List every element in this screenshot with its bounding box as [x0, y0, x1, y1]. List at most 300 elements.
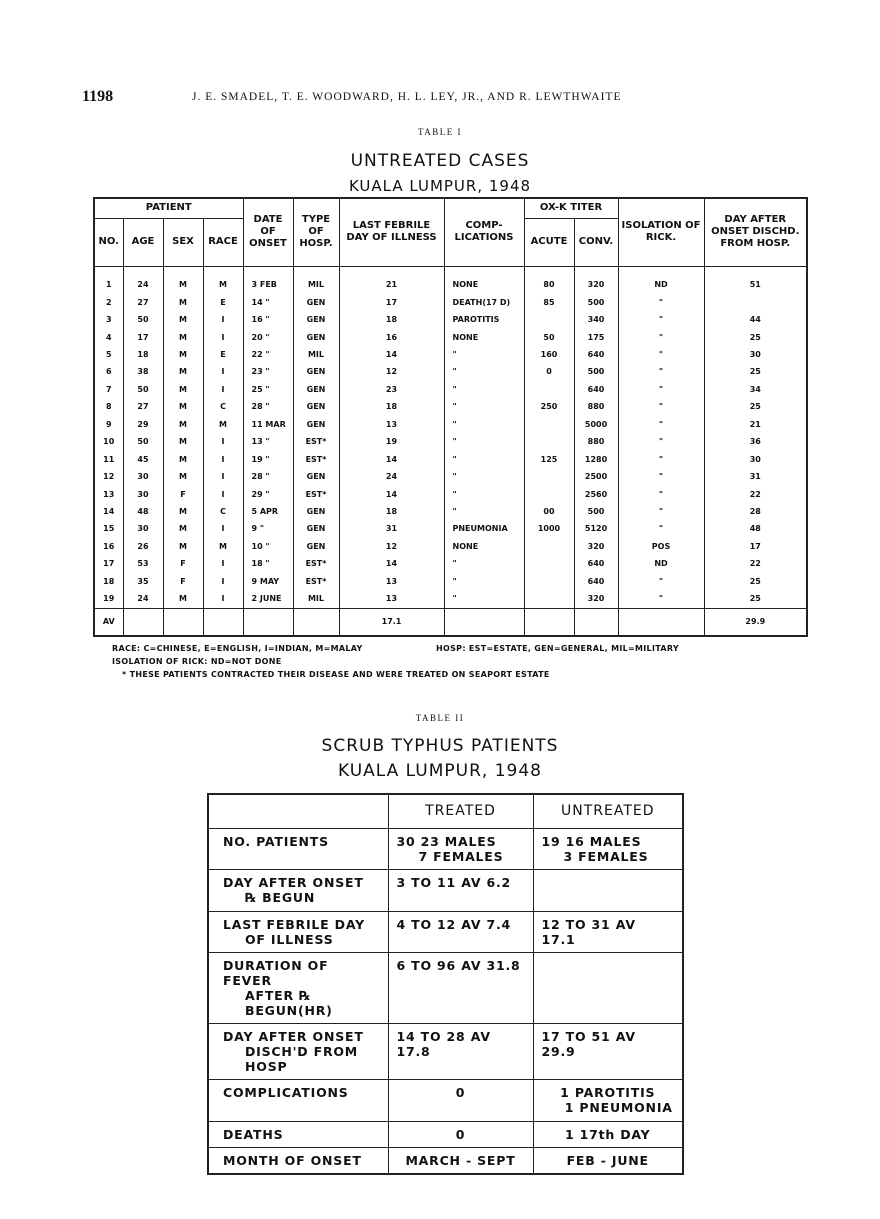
footnote-race: RACE: C=CHINESE, E=ENGLISH, I=INDIAN, M=MALAY — [112, 644, 363, 653]
cell-type-of-hosp: GEN — [293, 329, 339, 346]
cell-isolation: " — [618, 521, 704, 538]
cell-day-after: 25 — [704, 399, 807, 416]
cell-last-febrile: 16 — [339, 329, 444, 346]
table-row — [208, 828, 683, 869]
cell-age: 24 — [123, 590, 163, 608]
table1-title: UNTREATED CASES — [350, 151, 530, 171]
cell-sex: M — [163, 434, 203, 451]
footnote-isolation: ISOLATION OF RICK: ND=NOT DONE — [112, 657, 282, 666]
cell-label — [208, 1023, 388, 1079]
cell-day-after: 31 — [704, 468, 807, 485]
cell-line: DAY AFTER ONSET — [223, 1028, 364, 1044]
cell-last-febrile: 13 — [339, 590, 444, 608]
header-date-of-onset: DATE OF ONSET — [243, 198, 293, 266]
cell-date-of-onset: 22 " — [243, 346, 293, 363]
cell-complications: NONE — [444, 538, 524, 555]
cell-acute — [524, 381, 574, 398]
cell-isolation: " — [618, 503, 704, 520]
cell-day-after: 22 — [704, 556, 807, 573]
cell-last-febrile: 18 — [339, 399, 444, 416]
cell-acute — [524, 573, 574, 590]
cell-age: 50 — [123, 311, 163, 328]
cell-untreated — [533, 1147, 683, 1174]
cell-line: COMPLICATIONS — [223, 1084, 349, 1100]
cell-line: 0 — [455, 1084, 466, 1100]
cell-isolation: " — [618, 416, 704, 433]
cell-age: 27 — [123, 294, 163, 311]
cell-untreated — [533, 1023, 683, 1079]
cell-acute: 80 — [524, 277, 574, 294]
cell-isolation: ND — [618, 556, 704, 573]
cell-complications: " — [444, 468, 524, 485]
cell-label — [208, 1079, 388, 1121]
cell-line: OF ILLNESS — [245, 931, 334, 947]
cell-acute: 50 — [524, 329, 574, 346]
cell-date-of-onset: 13 " — [243, 434, 293, 451]
cell-race: I — [203, 573, 243, 590]
cell-date-of-onset: 2 JUNE — [243, 590, 293, 608]
cell-sex: M — [163, 590, 203, 608]
cell-isolation: " — [618, 364, 704, 381]
cell-race: M — [203, 538, 243, 555]
cell-day-after: 22 — [704, 486, 807, 503]
cell-label — [208, 828, 388, 869]
cell-race: E — [203, 294, 243, 311]
cell-conv: 640 — [574, 556, 618, 573]
cell-age: 30 — [123, 486, 163, 503]
cell-line: 30 23 MALES — [396, 833, 497, 849]
cell-last-febrile: 17 — [339, 294, 444, 311]
cell-age: 53 — [123, 556, 163, 573]
cell-acute — [524, 486, 574, 503]
header-untreated: UNTREATED — [533, 794, 683, 828]
cell-sex: F — [163, 486, 203, 503]
table-row — [94, 486, 807, 503]
cell-day-after: 25 — [704, 364, 807, 381]
table-row — [94, 451, 807, 468]
cell-no: 13 — [94, 486, 123, 503]
cell-acute: 160 — [524, 346, 574, 363]
table-row — [208, 1079, 683, 1121]
cell-line: 14 TO 28 AV 17.8 — [396, 1028, 491, 1059]
cell-type-of-hosp: GEN — [293, 364, 339, 381]
cell-date-of-onset: 28 " — [243, 399, 293, 416]
cell-day-after: 25 — [704, 573, 807, 590]
table-row — [94, 416, 807, 433]
cell-acute: 0 — [524, 364, 574, 381]
cell-date-of-onset: 5 APR — [243, 503, 293, 520]
cell-day-after: 25 — [704, 590, 807, 608]
cell-sex: M — [163, 399, 203, 416]
cell-sex: M — [163, 364, 203, 381]
table-row — [94, 556, 807, 573]
scrub-typhus-table — [207, 793, 684, 1175]
cell-line: 19 16 MALES — [541, 833, 642, 849]
cell-date-of-onset: 29 " — [243, 486, 293, 503]
cell-complications: " — [444, 381, 524, 398]
cell-line: NO. PATIENTS — [223, 833, 329, 849]
cell-complications: " — [444, 486, 524, 503]
cell-age: 27 — [123, 399, 163, 416]
header-patient: PATIENT — [94, 198, 243, 218]
cell-conv: 320 — [574, 277, 618, 294]
cell-complications: " — [444, 399, 524, 416]
average-label: AV — [94, 609, 123, 637]
cell-race: I — [203, 364, 243, 381]
cell-no: 12 — [94, 468, 123, 485]
cell-day-after: 51 — [704, 277, 807, 294]
cell-conv: 320 — [574, 590, 618, 608]
table-row — [94, 538, 807, 555]
cell-isolation: " — [618, 434, 704, 451]
header-treated: TREATED — [388, 794, 533, 828]
cell-no: 15 — [94, 521, 123, 538]
cell-age: 50 — [123, 381, 163, 398]
cell-acute — [524, 590, 574, 608]
cell-no: 17 — [94, 556, 123, 573]
cell-untreated — [533, 828, 683, 869]
cell-sex: M — [163, 311, 203, 328]
cell-acute — [524, 468, 574, 485]
cell-date-of-onset: 28 " — [243, 468, 293, 485]
cell-no: 18 — [94, 573, 123, 590]
cell-conv: 500 — [574, 503, 618, 520]
cell-complications: DEATH(17 D) — [444, 294, 524, 311]
header-complications: COMP-LICATIONS — [444, 198, 524, 266]
cell-age: 30 — [123, 468, 163, 485]
cell-type-of-hosp: GEN — [293, 311, 339, 328]
cell-complications: " — [444, 364, 524, 381]
cell-line: DISCH'D FROM HOSP — [245, 1043, 359, 1074]
table-row — [94, 399, 807, 416]
table-row — [208, 952, 683, 1023]
cell-isolation: " — [618, 468, 704, 485]
cell-line: 7 FEMALES — [418, 848, 504, 864]
cell-sex: F — [163, 556, 203, 573]
cell-age: 38 — [123, 364, 163, 381]
table-row — [208, 1023, 683, 1079]
cell-age: 30 — [123, 521, 163, 538]
table-row — [94, 468, 807, 485]
cell-race: I — [203, 329, 243, 346]
cell-date-of-onset: 18 " — [243, 556, 293, 573]
header-sex: SEX — [163, 218, 203, 266]
cell-conv: 640 — [574, 573, 618, 590]
cell-sex: M — [163, 538, 203, 555]
header-type-of-hosp: TYPE OF HOSP. — [293, 198, 339, 266]
cell-type-of-hosp: EST* — [293, 573, 339, 590]
cell-last-febrile: 23 — [339, 381, 444, 398]
cell-date-of-onset: 16 " — [243, 311, 293, 328]
cell-complications: " — [444, 434, 524, 451]
cell-line: DURATION OF FEVER — [223, 957, 329, 988]
cell-isolation: POS — [618, 538, 704, 555]
cell-age: 17 — [123, 329, 163, 346]
cell-type-of-hosp: MIL — [293, 590, 339, 608]
cell-race: M — [203, 277, 243, 294]
cell-conv: 2500 — [574, 468, 618, 485]
cell-acute — [524, 556, 574, 573]
cell-complications: " — [444, 503, 524, 520]
average-row — [94, 609, 807, 637]
cell-line: DAY AFTER ONSET — [223, 874, 364, 890]
cell-type-of-hosp: GEN — [293, 399, 339, 416]
cell-no: 19 — [94, 590, 123, 608]
cell-last-febrile: 21 — [339, 277, 444, 294]
cell-treated — [388, 1121, 533, 1147]
cell-complications: " — [444, 346, 524, 363]
cell-race: I — [203, 468, 243, 485]
cell-treated — [388, 1079, 533, 1121]
cell-race: I — [203, 434, 243, 451]
cell-isolation: " — [618, 381, 704, 398]
footnote-asterisk: * THESE PATIENTS CONTRACTED THEIR DISEASE AND WERE TREATED ON SEAPORT ESTATE — [122, 670, 550, 679]
cell-race: I — [203, 451, 243, 468]
cell-date-of-onset: 3 FEB — [243, 277, 293, 294]
cell-no: 4 — [94, 329, 123, 346]
header-age: AGE — [123, 218, 163, 266]
table-row — [208, 1121, 683, 1147]
cell-age: 24 — [123, 277, 163, 294]
cell-line: 0 — [455, 1126, 466, 1142]
cell-day-after: 17 — [704, 538, 807, 555]
cell-sex: M — [163, 346, 203, 363]
cell-label — [208, 1121, 388, 1147]
cell-line: 3 TO 11 AV 6.2 — [396, 874, 511, 890]
cell-race: C — [203, 503, 243, 520]
cell-type-of-hosp: EST* — [293, 556, 339, 573]
cell-complications: NONE — [444, 277, 524, 294]
cell-isolation: " — [618, 590, 704, 608]
cell-day-after — [704, 294, 807, 311]
cell-untreated — [533, 1121, 683, 1147]
cell-line: 17 TO 51 AV 29.9 — [541, 1028, 636, 1059]
cell-day-after: 36 — [704, 434, 807, 451]
table-row — [208, 911, 683, 952]
cell-race: I — [203, 556, 243, 573]
cell-age: 29 — [123, 416, 163, 433]
cell-no: 6 — [94, 364, 123, 381]
cell-type-of-hosp: EST* — [293, 434, 339, 451]
cell-day-after: 44 — [704, 311, 807, 328]
cell-race: I — [203, 381, 243, 398]
table-row — [208, 1147, 683, 1174]
cell-isolation: " — [618, 311, 704, 328]
cell-date-of-onset: 20 " — [243, 329, 293, 346]
cell-last-febrile: 12 — [339, 538, 444, 555]
cell-last-febrile: 31 — [339, 521, 444, 538]
cell-no: 10 — [94, 434, 123, 451]
cell-type-of-hosp: MIL — [293, 346, 339, 363]
cell-type-of-hosp: EST* — [293, 486, 339, 503]
cell-treated — [388, 828, 533, 869]
cell-type-of-hosp: GEN — [293, 416, 339, 433]
cell-line: ℞ BEGUN — [245, 889, 316, 905]
cell-type-of-hosp: GEN — [293, 468, 339, 485]
cell-date-of-onset: 9 MAY — [243, 573, 293, 590]
cell-last-febrile: 19 — [339, 434, 444, 451]
cell-race: I — [203, 486, 243, 503]
cell-day-after: 28 — [704, 503, 807, 520]
cell-acute: 125 — [524, 451, 574, 468]
cell-last-febrile: 13 — [339, 416, 444, 433]
cell-age: 18 — [123, 346, 163, 363]
cell-day-after: 48 — [704, 521, 807, 538]
cell-treated — [388, 1147, 533, 1174]
table-row — [94, 277, 807, 294]
header-oxk-titer: OX-K TITER — [524, 198, 618, 218]
cell-acute — [524, 538, 574, 555]
cell-conv: 640 — [574, 381, 618, 398]
cell-last-febrile: 14 — [339, 556, 444, 573]
cell-sex: M — [163, 294, 203, 311]
cell-sex: M — [163, 451, 203, 468]
table-row — [94, 346, 807, 363]
cell-type-of-hosp: EST* — [293, 451, 339, 468]
cell-sex: F — [163, 573, 203, 590]
cell-isolation: " — [618, 451, 704, 468]
table2-subtitle: KUALA LUMPUR, 1948 — [338, 761, 542, 781]
cell-label — [208, 952, 388, 1023]
cell-isolation: " — [618, 329, 704, 346]
page-number: 1198 — [82, 88, 114, 105]
header-acute: ACUTE — [524, 218, 574, 266]
cell-age: 48 — [123, 503, 163, 520]
cell-label — [208, 1147, 388, 1174]
cell-day-after: 30 — [704, 451, 807, 468]
cell-treated — [388, 952, 533, 1023]
cell-complications: PAROTITIS — [444, 311, 524, 328]
cell-line: 6 TO 96 AV 31.8 — [396, 957, 521, 973]
cell-complications: " — [444, 416, 524, 433]
cell-last-febrile: 14 — [339, 346, 444, 363]
cell-conv: 2560 — [574, 486, 618, 503]
cell-type-of-hosp: GEN — [293, 538, 339, 555]
cell-date-of-onset: 9 " — [243, 521, 293, 538]
cell-conv: 340 — [574, 311, 618, 328]
cell-date-of-onset: 14 " — [243, 294, 293, 311]
cell-conv: 500 — [574, 294, 618, 311]
footnote-hosp: HOSP: EST=ESTATE, GEN=GENERAL, MIL=MILITARY — [436, 644, 679, 653]
cell-line: 3 FEMALES — [563, 848, 649, 864]
cell-age: 35 — [123, 573, 163, 590]
cell-date-of-onset: 25 " — [243, 381, 293, 398]
cell-line: 1 PAROTITIS — [560, 1084, 656, 1100]
cell-sex: M — [163, 503, 203, 520]
cell-acute: 85 — [524, 294, 574, 311]
cell-day-after: 30 — [704, 346, 807, 363]
cell-treated — [388, 869, 533, 911]
cell-last-febrile: 24 — [339, 468, 444, 485]
cell-last-febrile: 18 — [339, 503, 444, 520]
cell-sex: M — [163, 329, 203, 346]
cell-day-after: 25 — [704, 329, 807, 346]
cell-last-febrile: 13 — [339, 573, 444, 590]
cell-acute: 00 — [524, 503, 574, 520]
cell-complications: " — [444, 573, 524, 590]
cell-last-febrile: 14 — [339, 486, 444, 503]
cell-untreated — [533, 911, 683, 952]
cell-race: C — [203, 399, 243, 416]
header-blank — [208, 794, 388, 828]
cell-conv: 320 — [574, 538, 618, 555]
cell-complications: PNEUMONIA — [444, 521, 524, 538]
cell-line: MARCH - SEPT — [405, 1152, 516, 1168]
cell-day-after: 21 — [704, 416, 807, 433]
cell-no: 11 — [94, 451, 123, 468]
cell-type-of-hosp: MIL — [293, 277, 339, 294]
table1-subtitle: KUALA LUMPUR, 1948 — [348, 177, 532, 195]
header-no: NO. — [94, 218, 123, 266]
cell-no: 5 — [94, 346, 123, 363]
cell-no: 1 — [94, 277, 123, 294]
cell-race: M — [203, 416, 243, 433]
table-row — [208, 869, 683, 911]
cell-isolation: " — [618, 573, 704, 590]
cell-line: MONTH OF ONSET — [223, 1152, 362, 1168]
cell-isolation: " — [618, 399, 704, 416]
table-row — [94, 521, 807, 538]
cell-isolation: " — [618, 486, 704, 503]
cell-line: 1 PNEUMONIA — [564, 1099, 673, 1115]
running-head-authors: J. E. SMADEL, T. E. WOODWARD, H. L. LEY, JR., AND R. LEWTHWAITE — [192, 91, 622, 103]
cell-race: E — [203, 346, 243, 363]
cell-type-of-hosp: GEN — [293, 381, 339, 398]
cell-complications: " — [444, 556, 524, 573]
cell-line: FEB - JUNE — [566, 1152, 649, 1168]
table-row — [94, 294, 807, 311]
cell-date-of-onset: 19 " — [243, 451, 293, 468]
cell-line: 12 TO 31 AV 17.1 — [541, 916, 636, 947]
cell-line: DEATHS — [223, 1126, 284, 1142]
cell-age: 50 — [123, 434, 163, 451]
cell-race: I — [203, 311, 243, 328]
cell-isolation: " — [618, 346, 704, 363]
cell-sex: M — [163, 381, 203, 398]
cell-acute — [524, 311, 574, 328]
cell-type-of-hosp: GEN — [293, 294, 339, 311]
header-conv: CONV. — [574, 218, 618, 266]
header-day-after-onset: DAY AFTER ONSET DISCHD. FROM HOSP. — [704, 198, 807, 266]
cell-acute — [524, 416, 574, 433]
cell-sex: M — [163, 277, 203, 294]
cell-no: 16 — [94, 538, 123, 555]
cell-age: 26 — [123, 538, 163, 555]
cell-no: 14 — [94, 503, 123, 520]
cell-complications: NONE — [444, 329, 524, 346]
cell-acute: 250 — [524, 399, 574, 416]
cell-date-of-onset: 10 " — [243, 538, 293, 555]
header-last-febrile-day: LAST FEBRILE DAY OF ILLNESS — [339, 198, 444, 266]
table-row — [94, 503, 807, 520]
cell-conv: 640 — [574, 346, 618, 363]
cell-complications: " — [444, 590, 524, 608]
cell-race: I — [203, 521, 243, 538]
cell-line: 4 TO 12 AV 7.4 — [396, 916, 511, 932]
average-day-after: 29.9 — [704, 609, 807, 637]
table2-label: TABLE II — [415, 713, 465, 723]
cell-race: I — [203, 590, 243, 608]
cell-conv: 5120 — [574, 521, 618, 538]
table-row — [94, 311, 807, 328]
cell-age: 45 — [123, 451, 163, 468]
cell-conv: 500 — [574, 364, 618, 381]
cell-last-febrile: 14 — [339, 451, 444, 468]
table-row — [94, 329, 807, 346]
cell-conv: 5000 — [574, 416, 618, 433]
cell-label — [208, 911, 388, 952]
cell-acute — [524, 434, 574, 451]
